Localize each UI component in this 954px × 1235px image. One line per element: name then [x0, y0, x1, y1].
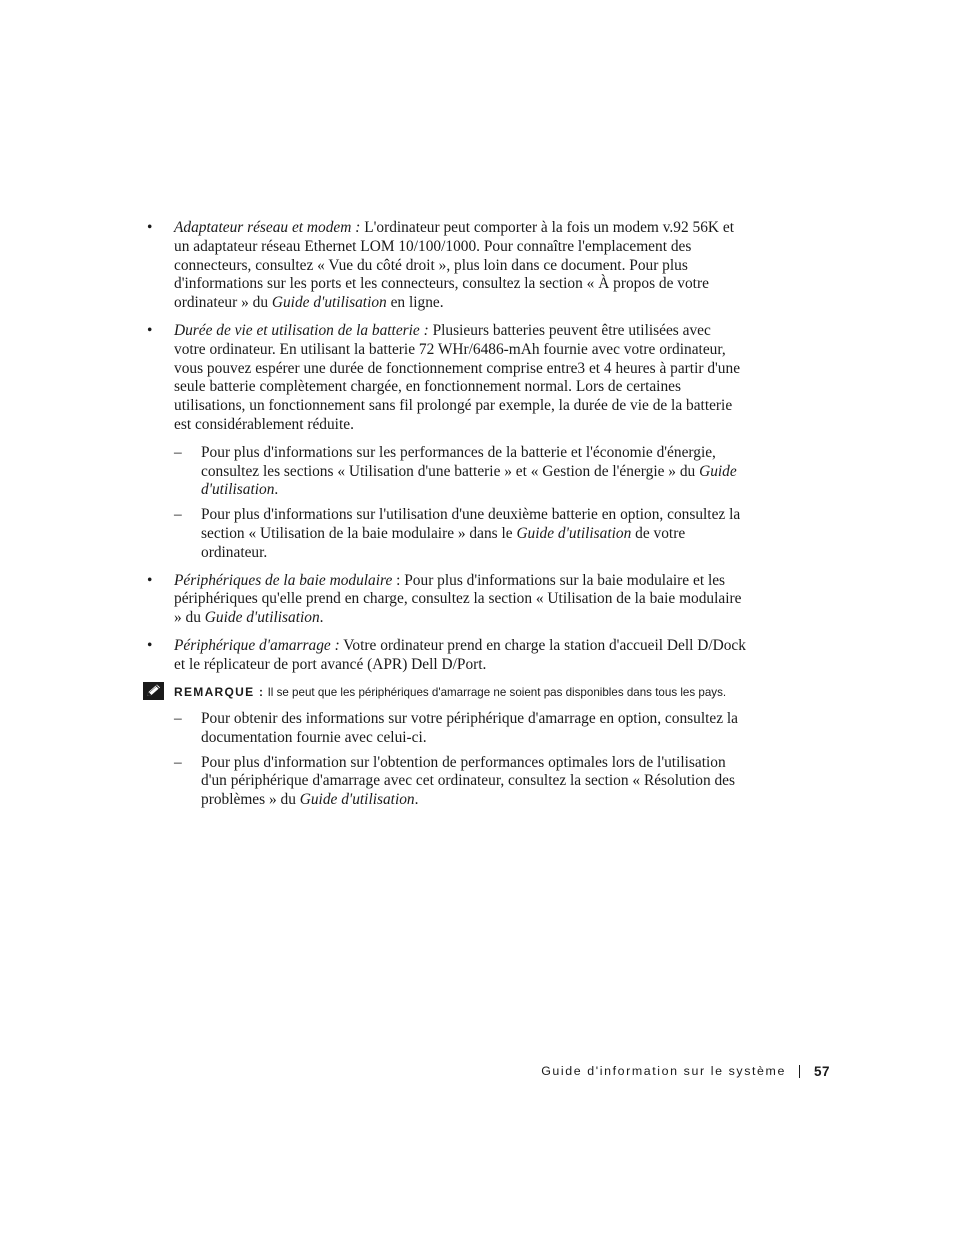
item-label: Adaptateur réseau et modem :	[174, 219, 361, 236]
item-text: Votre ordinateur prend en charge la station d'accueil Dell D/Dock et le réplicateur de port avancé (APR) Dell D/Port.	[174, 636, 746, 673]
item-label: Périphérique d'amarrage :	[174, 636, 340, 654]
guide-reference: Guide d'utilisation	[204, 609, 320, 627]
note-text: Il se peut que les périphériques d'amarrage ne soient pas disponibles dans tous les pays.	[264, 685, 727, 699]
item-text: Pour plus d'informations sur l'utilisation d'une deuxième batterie en option, consultez la section « Utilisation de la baie modulaire » dans le	[201, 506, 741, 542]
item-text-end: .	[319, 609, 324, 627]
dash-mark: –	[174, 710, 182, 728]
item-label: Périphériques de la baie modulaire	[174, 571, 393, 589]
note-box	[146, 684, 746, 702]
note-label: REMARQUE :	[174, 684, 265, 699]
dash-mark: –	[174, 443, 182, 461]
guide-reference: Guide d'utilisation	[201, 462, 737, 499]
footer-title: Guide d'information sur le système	[541, 1064, 786, 1078]
dash-mark: –	[174, 753, 182, 771]
item-text: Plusieurs batteries peuvent être utilisées avec votre ordinateur. En utilisant la batterie 72 WHr/6486-mAh fournie avec votre ordinateur, vous pouvez espérer une durée de fonctionnement comprise entre3 et 4 heures à partir d'une seule batterie complètement chargée, en fonctionnement normal. Lors de certaines utilisations, un fonctionnement sans fil prolongé par exemple, la durée de vie de la batterie est considérablement réduite.	[174, 321, 741, 433]
guide-reference: Guide d'utilisation	[271, 294, 387, 312]
footer-separator	[799, 1065, 800, 1078]
list-item-modular-bay	[146, 572, 746, 628]
dash-mark: –	[174, 506, 182, 524]
list-item-network-modem	[146, 219, 746, 313]
item-text-end: de votre ordinateur.	[201, 524, 686, 561]
item-text: Pour plus d'informations sur les performances de la batterie et l'économie d'énergie, consultez les sections « Utilisation d'une batterie » et « Gestion de l'énergie » du	[201, 443, 716, 480]
item-text-end: .	[274, 481, 279, 499]
page-footer	[541, 1061, 830, 1081]
document-body	[146, 219, 746, 816]
bullet-mark: •	[147, 636, 153, 654]
pencil-note-icon	[143, 682, 164, 700]
sub-item-docking-troubleshooting	[146, 754, 746, 810]
item-label: Durée de vie et utilisation de la batterie :	[174, 321, 429, 339]
item-text-end: .	[414, 791, 419, 809]
guide-reference: Guide d'utilisation	[516, 524, 632, 542]
item-text: L'ordinateur peut comporter à la fois un modem v.92 56K et un adaptateur réseau Ethernet LOM 10/100/1000. Pour connaître l'emplacement des connecteurs, consultez « Vue du côté droit », plus loin dans ce document. Pour plus d'informations sur les ports et les connecteurs, consultez la section « À propos de votre ordinateur » du	[174, 219, 734, 312]
item-text: Pour plus d'information sur l'obtention de performances optimales lors de l'utilisation d'un périphérique d'amarrage avec cet ordinateur, consultez la section « Résolution des problèmes » du	[201, 753, 735, 809]
list-item-battery	[146, 322, 746, 435]
item-text: : Pour plus d'informations sur la baie modulaire et les périphériques qu'elle prend en charge, consultez la section « Utilisation de la baie modulaire » du	[174, 571, 742, 627]
sub-item-battery-performance	[146, 444, 746, 500]
bullet-mark: •	[147, 571, 153, 589]
page-number: 57	[813, 1063, 830, 1079]
item-text-end: en ligne.	[386, 294, 444, 312]
sub-item-docking-docs	[146, 710, 746, 748]
bullet-mark: •	[147, 321, 153, 339]
list-item-docking	[146, 637, 746, 675]
item-text: Pour obtenir des informations sur votre périphérique d'amarrage en option, consultez la documentation fournie avec celui-ci.	[201, 710, 739, 746]
sub-item-second-battery	[146, 506, 746, 562]
guide-reference: Guide d'utilisation	[299, 791, 415, 809]
bullet-mark: •	[147, 219, 153, 236]
